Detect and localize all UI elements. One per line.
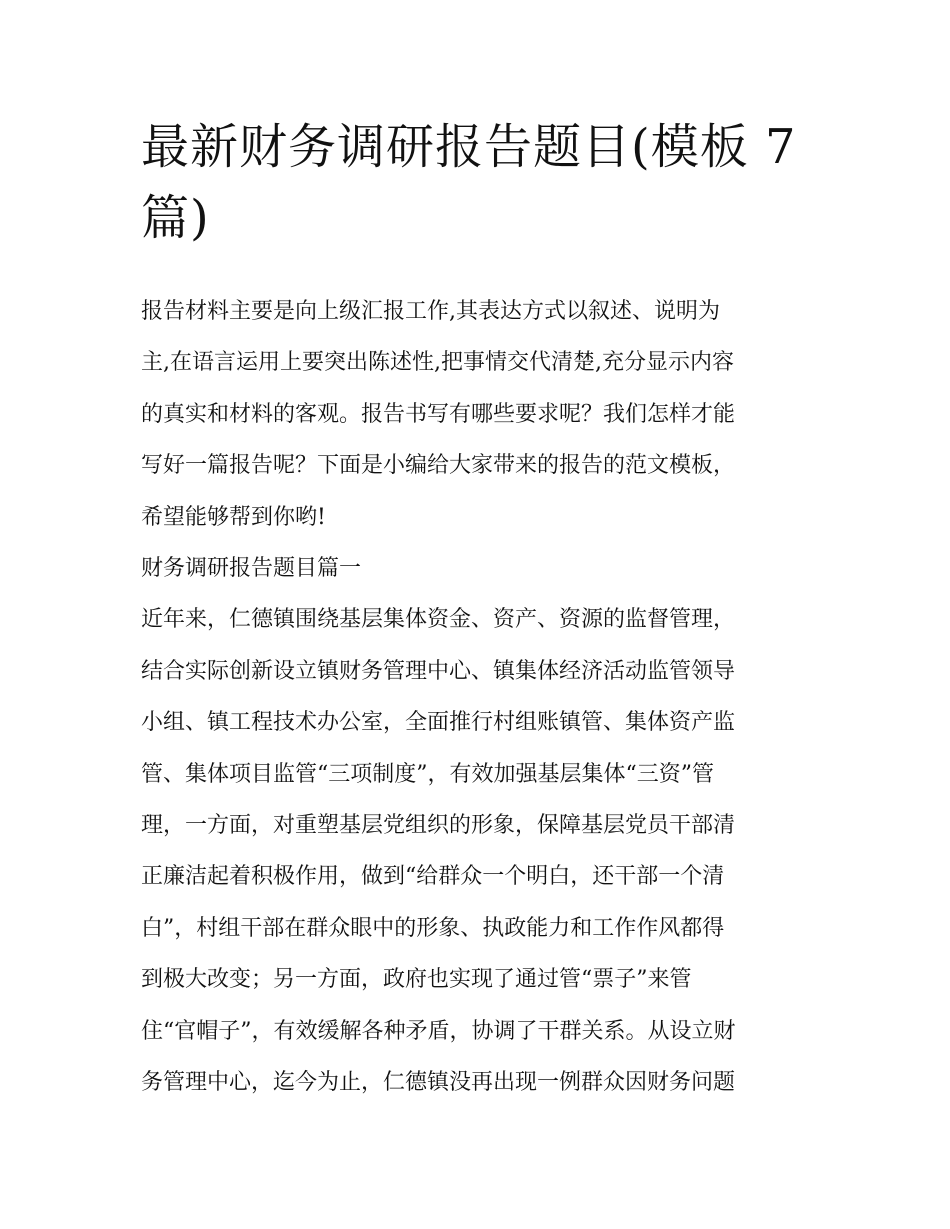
- document-content: [141, 112, 813, 1109]
- text-line: 白”，村组干部在群众眼中的形象、执政能力和工作作风都得: [141, 915, 725, 941]
- text-line: 结合实际创新设立镇财务管理中心、镇集体经济活动监管领导: [141, 658, 736, 684]
- text-line: 正廉洁起着积极作用，做到“给群众一个明白，还干部一个清: [141, 864, 725, 890]
- title-line-1: 最新财务调研报告题目(模板 7: [141, 119, 797, 175]
- text-line: 理，一方面，对重塑基层党组织的形象，保障基层党员干部清: [141, 813, 736, 839]
- text-line: 主,在语言运用上要突出陈述性,把事情交代清楚,充分显示内容: [141, 350, 734, 376]
- document-body: [141, 286, 813, 1109]
- text-line: 管、集体项目监管“三项制度”，有效加强基层集体“三资”管: [141, 761, 714, 787]
- text-line: 小组、镇工程技术办公室，全面推行村组账镇管、集体资产监: [141, 710, 736, 736]
- text-line: 希望能够帮到你哟!: [141, 504, 326, 530]
- text-line: 到极大改变；另一方面，政府也实现了通过管“票子”来管: [141, 967, 692, 993]
- text-line: 近年来，仁德镇围绕基层集体资金、资产、资源的监督管理，: [141, 607, 736, 633]
- text-line: 的真实和材料的客观。报告书写有哪些要求呢？我们怎样才能: [141, 401, 736, 427]
- body-paragraph: [141, 594, 813, 1108]
- section-heading: 财务调研报告题目篇一: [141, 556, 362, 582]
- intro-paragraph: [141, 286, 813, 543]
- text-line: 写好一篇报告呢？下面是小编给大家带来的报告的范文模板，: [141, 453, 736, 479]
- title-line-2: 篇): [141, 190, 210, 246]
- text-line: 务管理中心，迄今为止，仁德镇没再出现一例群众因财务问题: [141, 1070, 736, 1096]
- text-line: 住“官帽子”，有效缓解各种矛盾，协调了干群关系。从设立财: [141, 1018, 736, 1044]
- text-line: 报告材料主要是向上级汇报工作,其表达方式以叙述、说明为: [141, 299, 720, 324]
- document-title: [141, 112, 813, 254]
